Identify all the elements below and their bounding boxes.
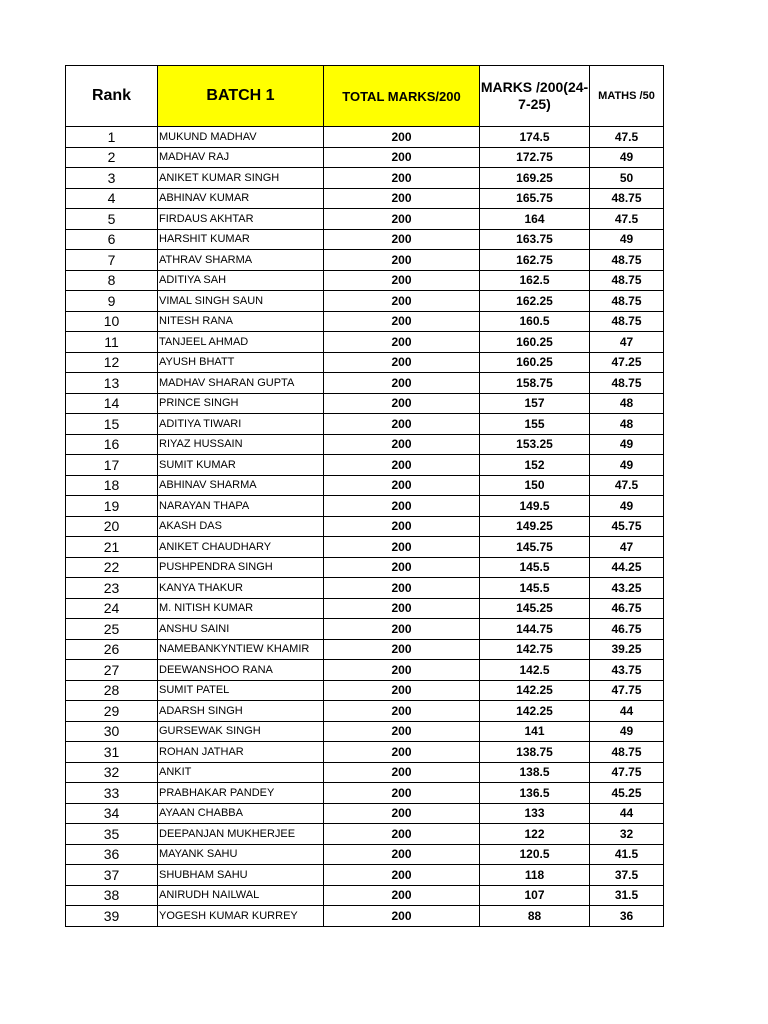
marks-cell: 145.5 [480,557,590,578]
name-cell: ANIKET CHAUDHARY [158,537,324,558]
total-marks-cell: 200 [324,209,480,230]
name-cell: PUSHPENDRA SINGH [158,557,324,578]
maths-cell: 48.75 [590,373,664,394]
marks-cell: 142.5 [480,660,590,681]
maths-cell: 43.75 [590,660,664,681]
rank-cell: 13 [66,373,158,394]
table-row [66,434,664,455]
rank-cell: 16 [66,434,158,455]
maths-cell: 48.75 [590,311,664,332]
maths-cell: 48.75 [590,742,664,763]
maths-cell: 36 [590,906,664,927]
marks-cell: 144.75 [480,619,590,640]
rank-cell: 5 [66,209,158,230]
total-marks-cell: 200 [324,127,480,148]
total-marks-cell: 200 [324,844,480,865]
maths-cell: 48.75 [590,250,664,271]
total-marks-cell: 200 [324,660,480,681]
table-row [66,762,664,783]
maths-cell: 48 [590,414,664,435]
marks-cell: 149.25 [480,516,590,537]
name-cell: MUKUND MADHAV [158,127,324,148]
maths-cell: 46.75 [590,598,664,619]
marks-cell: 162.75 [480,250,590,271]
header-rank: Rank [66,66,158,127]
marks-cell: 142.75 [480,639,590,660]
rank-cell: 15 [66,414,158,435]
marks-cell: 142.25 [480,701,590,722]
name-cell: PRINCE SINGH [158,393,324,414]
rank-cell: 31 [66,742,158,763]
maths-cell: 49 [590,434,664,455]
table-row [66,229,664,250]
maths-cell: 47.5 [590,127,664,148]
table-row [66,414,664,435]
rank-cell: 26 [66,639,158,660]
maths-cell: 46.75 [590,619,664,640]
name-cell: NITESH RANA [158,311,324,332]
rank-cell: 3 [66,168,158,189]
maths-cell: 47.75 [590,680,664,701]
rank-cell: 38 [66,885,158,906]
name-cell: ANIKET KUMAR SINGH [158,168,324,189]
table-row [66,537,664,558]
total-marks-cell: 200 [324,496,480,517]
maths-cell: 44 [590,701,664,722]
maths-cell: 37.5 [590,865,664,886]
table-row [66,906,664,927]
marks-cell: 169.25 [480,168,590,189]
rank-cell: 19 [66,496,158,517]
name-cell: GURSEWAK SINGH [158,721,324,742]
maths-cell: 47.25 [590,352,664,373]
maths-cell: 47.5 [590,209,664,230]
marks-cell: 165.75 [480,188,590,209]
rank-cell: 8 [66,270,158,291]
marks-cell: 145.75 [480,537,590,558]
table-row [66,475,664,496]
table-row [66,660,664,681]
total-marks-cell: 200 [324,414,480,435]
marks-cell: 141 [480,721,590,742]
rank-cell: 33 [66,783,158,804]
rank-cell: 39 [66,906,158,927]
total-marks-cell: 200 [324,475,480,496]
rank-cell: 1 [66,127,158,148]
table-row [66,721,664,742]
table-row [66,824,664,845]
total-marks-cell: 200 [324,680,480,701]
maths-cell: 49 [590,721,664,742]
header-marks: MARKS /200(24-7-25) [480,66,590,127]
total-marks-cell: 200 [324,783,480,804]
rank-cell: 12 [66,352,158,373]
marks-cell: 153.25 [480,434,590,455]
name-cell: MADHAV SHARAN GUPTA [158,373,324,394]
maths-cell: 44 [590,803,664,824]
name-cell: AYUSH BHATT [158,352,324,373]
marks-cell: 160.25 [480,332,590,353]
table-row [66,352,664,373]
total-marks-cell: 200 [324,598,480,619]
marks-cell: 162.5 [480,270,590,291]
marks-cell: 172.75 [480,147,590,168]
maths-cell: 32 [590,824,664,845]
rank-cell: 4 [66,188,158,209]
rank-cell: 36 [66,844,158,865]
name-cell: ADITIYA SAH [158,270,324,291]
name-cell: HARSHIT KUMAR [158,229,324,250]
table-row [66,250,664,271]
marks-cell: 157 [480,393,590,414]
maths-cell: 49 [590,229,664,250]
total-marks-cell: 200 [324,762,480,783]
name-cell: AYAAN CHABBA [158,803,324,824]
marks-cell: 164 [480,209,590,230]
table-row [66,803,664,824]
name-cell: ANIRUDH NAILWAL [158,885,324,906]
name-cell: DEEWANSHOO RANA [158,660,324,681]
total-marks-cell: 200 [324,516,480,537]
marks-cell: 160.5 [480,311,590,332]
table-row [66,311,664,332]
rank-cell: 14 [66,393,158,414]
maths-cell: 45.25 [590,783,664,804]
marks-cell: 120.5 [480,844,590,865]
name-cell: ABHINAV SHARMA [158,475,324,496]
marks-cell: 163.75 [480,229,590,250]
table-row [66,680,664,701]
total-marks-cell: 200 [324,393,480,414]
rank-cell: 29 [66,701,158,722]
rank-cell: 34 [66,803,158,824]
total-marks-cell: 200 [324,885,480,906]
rank-cell: 7 [66,250,158,271]
table-row [66,291,664,312]
name-cell: FIRDAUS AKHTAR [158,209,324,230]
table-body [66,127,664,927]
maths-cell: 39.25 [590,639,664,660]
name-cell: NAMEBANKYNTIEW KHAMIR [158,639,324,660]
table-row [66,270,664,291]
marks-cell: 136.5 [480,783,590,804]
total-marks-cell: 200 [324,270,480,291]
header-maths: MATHS /50 [590,66,664,127]
name-cell: PRABHAKAR PANDEY [158,783,324,804]
total-marks-cell: 200 [324,188,480,209]
name-cell: SUMIT PATEL [158,680,324,701]
total-marks-cell: 200 [324,557,480,578]
maths-cell: 45.75 [590,516,664,537]
total-marks-cell: 200 [324,373,480,394]
total-marks-cell: 200 [324,619,480,640]
rank-cell: 9 [66,291,158,312]
total-marks-cell: 200 [324,639,480,660]
table-row [66,578,664,599]
marks-cell: 107 [480,885,590,906]
total-marks-cell: 200 [324,332,480,353]
total-marks-cell: 200 [324,168,480,189]
maths-cell: 41.5 [590,844,664,865]
rank-cell: 24 [66,598,158,619]
table-row [66,168,664,189]
maths-cell: 48.75 [590,291,664,312]
rank-cell: 35 [66,824,158,845]
marks-cell: 150 [480,475,590,496]
name-cell: DEEPANJAN MUKHERJEE [158,824,324,845]
table-row [66,701,664,722]
table-row [66,516,664,537]
rank-cell: 30 [66,721,158,742]
marks-cell: 122 [480,824,590,845]
table-row [66,639,664,660]
name-cell: SHUBHAM SAHU [158,865,324,886]
marks-cell: 138.5 [480,762,590,783]
name-cell: ADITIYA TIWARI [158,414,324,435]
marks-cell: 162.25 [480,291,590,312]
maths-cell: 47.5 [590,475,664,496]
table-row [66,865,664,886]
total-marks-cell: 200 [324,311,480,332]
rank-cell: 2 [66,147,158,168]
total-marks-cell: 200 [324,537,480,558]
total-marks-cell: 200 [324,721,480,742]
name-cell: ANSHU SAINI [158,619,324,640]
name-cell: ABHINAV KUMAR [158,188,324,209]
total-marks-cell: 200 [324,742,480,763]
total-marks-cell: 200 [324,147,480,168]
total-marks-cell: 200 [324,906,480,927]
name-cell: AKASH DAS [158,516,324,537]
maths-cell: 47 [590,537,664,558]
total-marks-cell: 200 [324,455,480,476]
table-row [66,332,664,353]
name-cell: VIMAL SINGH SAUN [158,291,324,312]
name-cell: NARAYAN THAPA [158,496,324,517]
total-marks-cell: 200 [324,803,480,824]
name-cell: RIYAZ HUSSAIN [158,434,324,455]
table-row [66,783,664,804]
table-row [66,496,664,517]
table-row [66,147,664,168]
maths-cell: 48 [590,393,664,414]
maths-cell: 49 [590,455,664,476]
total-marks-cell: 200 [324,865,480,886]
header-total-marks: TOTAL MARKS/200 [324,66,480,127]
header-row [66,66,664,127]
rank-cell: 37 [66,865,158,886]
marks-cell: 133 [480,803,590,824]
marks-cell: 174.5 [480,127,590,148]
table-row [66,619,664,640]
maths-cell: 48.75 [590,188,664,209]
maths-cell: 49 [590,147,664,168]
maths-cell: 47 [590,332,664,353]
table-row [66,373,664,394]
rank-cell: 21 [66,537,158,558]
marks-cell: 142.25 [480,680,590,701]
marks-cell: 88 [480,906,590,927]
rank-cell: 18 [66,475,158,496]
name-cell: M. NITISH KUMAR [158,598,324,619]
table-row [66,393,664,414]
name-cell: ADARSH SINGH [158,701,324,722]
rank-cell: 28 [66,680,158,701]
table-row [66,188,664,209]
name-cell: ATHRAV SHARMA [158,250,324,271]
rank-cell: 17 [66,455,158,476]
marks-cell: 152 [480,455,590,476]
table-row [66,885,664,906]
total-marks-cell: 200 [324,352,480,373]
rank-cell: 32 [66,762,158,783]
total-marks-cell: 200 [324,291,480,312]
table-row [66,557,664,578]
rank-cell: 23 [66,578,158,599]
total-marks-cell: 200 [324,824,480,845]
name-cell: MADHAV RAJ [158,147,324,168]
rank-cell: 20 [66,516,158,537]
rank-cell: 6 [66,229,158,250]
maths-cell: 31.5 [590,885,664,906]
rank-cell: 27 [66,660,158,681]
maths-cell: 44.25 [590,557,664,578]
total-marks-cell: 200 [324,578,480,599]
table-row [66,742,664,763]
table-row [66,844,664,865]
maths-cell: 50 [590,168,664,189]
marks-cell: 138.75 [480,742,590,763]
table-row [66,127,664,148]
table-row [66,598,664,619]
total-marks-cell: 200 [324,701,480,722]
rank-cell: 22 [66,557,158,578]
marks-cell: 145.5 [480,578,590,599]
name-cell: ANKIT [158,762,324,783]
maths-cell: 48.75 [590,270,664,291]
marks-cell: 145.25 [480,598,590,619]
total-marks-cell: 200 [324,434,480,455]
rank-cell: 11 [66,332,158,353]
maths-cell: 43.25 [590,578,664,599]
rank-cell: 25 [66,619,158,640]
name-cell: YOGESH KUMAR KURREY [158,906,324,927]
marks-cell: 149.5 [480,496,590,517]
table-row [66,455,664,476]
total-marks-cell: 200 [324,229,480,250]
name-cell: ROHAN JATHAR [158,742,324,763]
maths-cell: 47.75 [590,762,664,783]
results-table [65,65,664,927]
header-batch: BATCH 1 [158,66,324,127]
marks-cell: 158.75 [480,373,590,394]
name-cell: KANYA THAKUR [158,578,324,599]
total-marks-cell: 200 [324,250,480,271]
marks-cell: 118 [480,865,590,886]
name-cell: TANJEEL AHMAD [158,332,324,353]
rank-cell: 10 [66,311,158,332]
marks-cell: 155 [480,414,590,435]
maths-cell: 49 [590,496,664,517]
name-cell: SUMIT KUMAR [158,455,324,476]
table-row [66,209,664,230]
marks-cell: 160.25 [480,352,590,373]
name-cell: MAYANK SAHU [158,844,324,865]
